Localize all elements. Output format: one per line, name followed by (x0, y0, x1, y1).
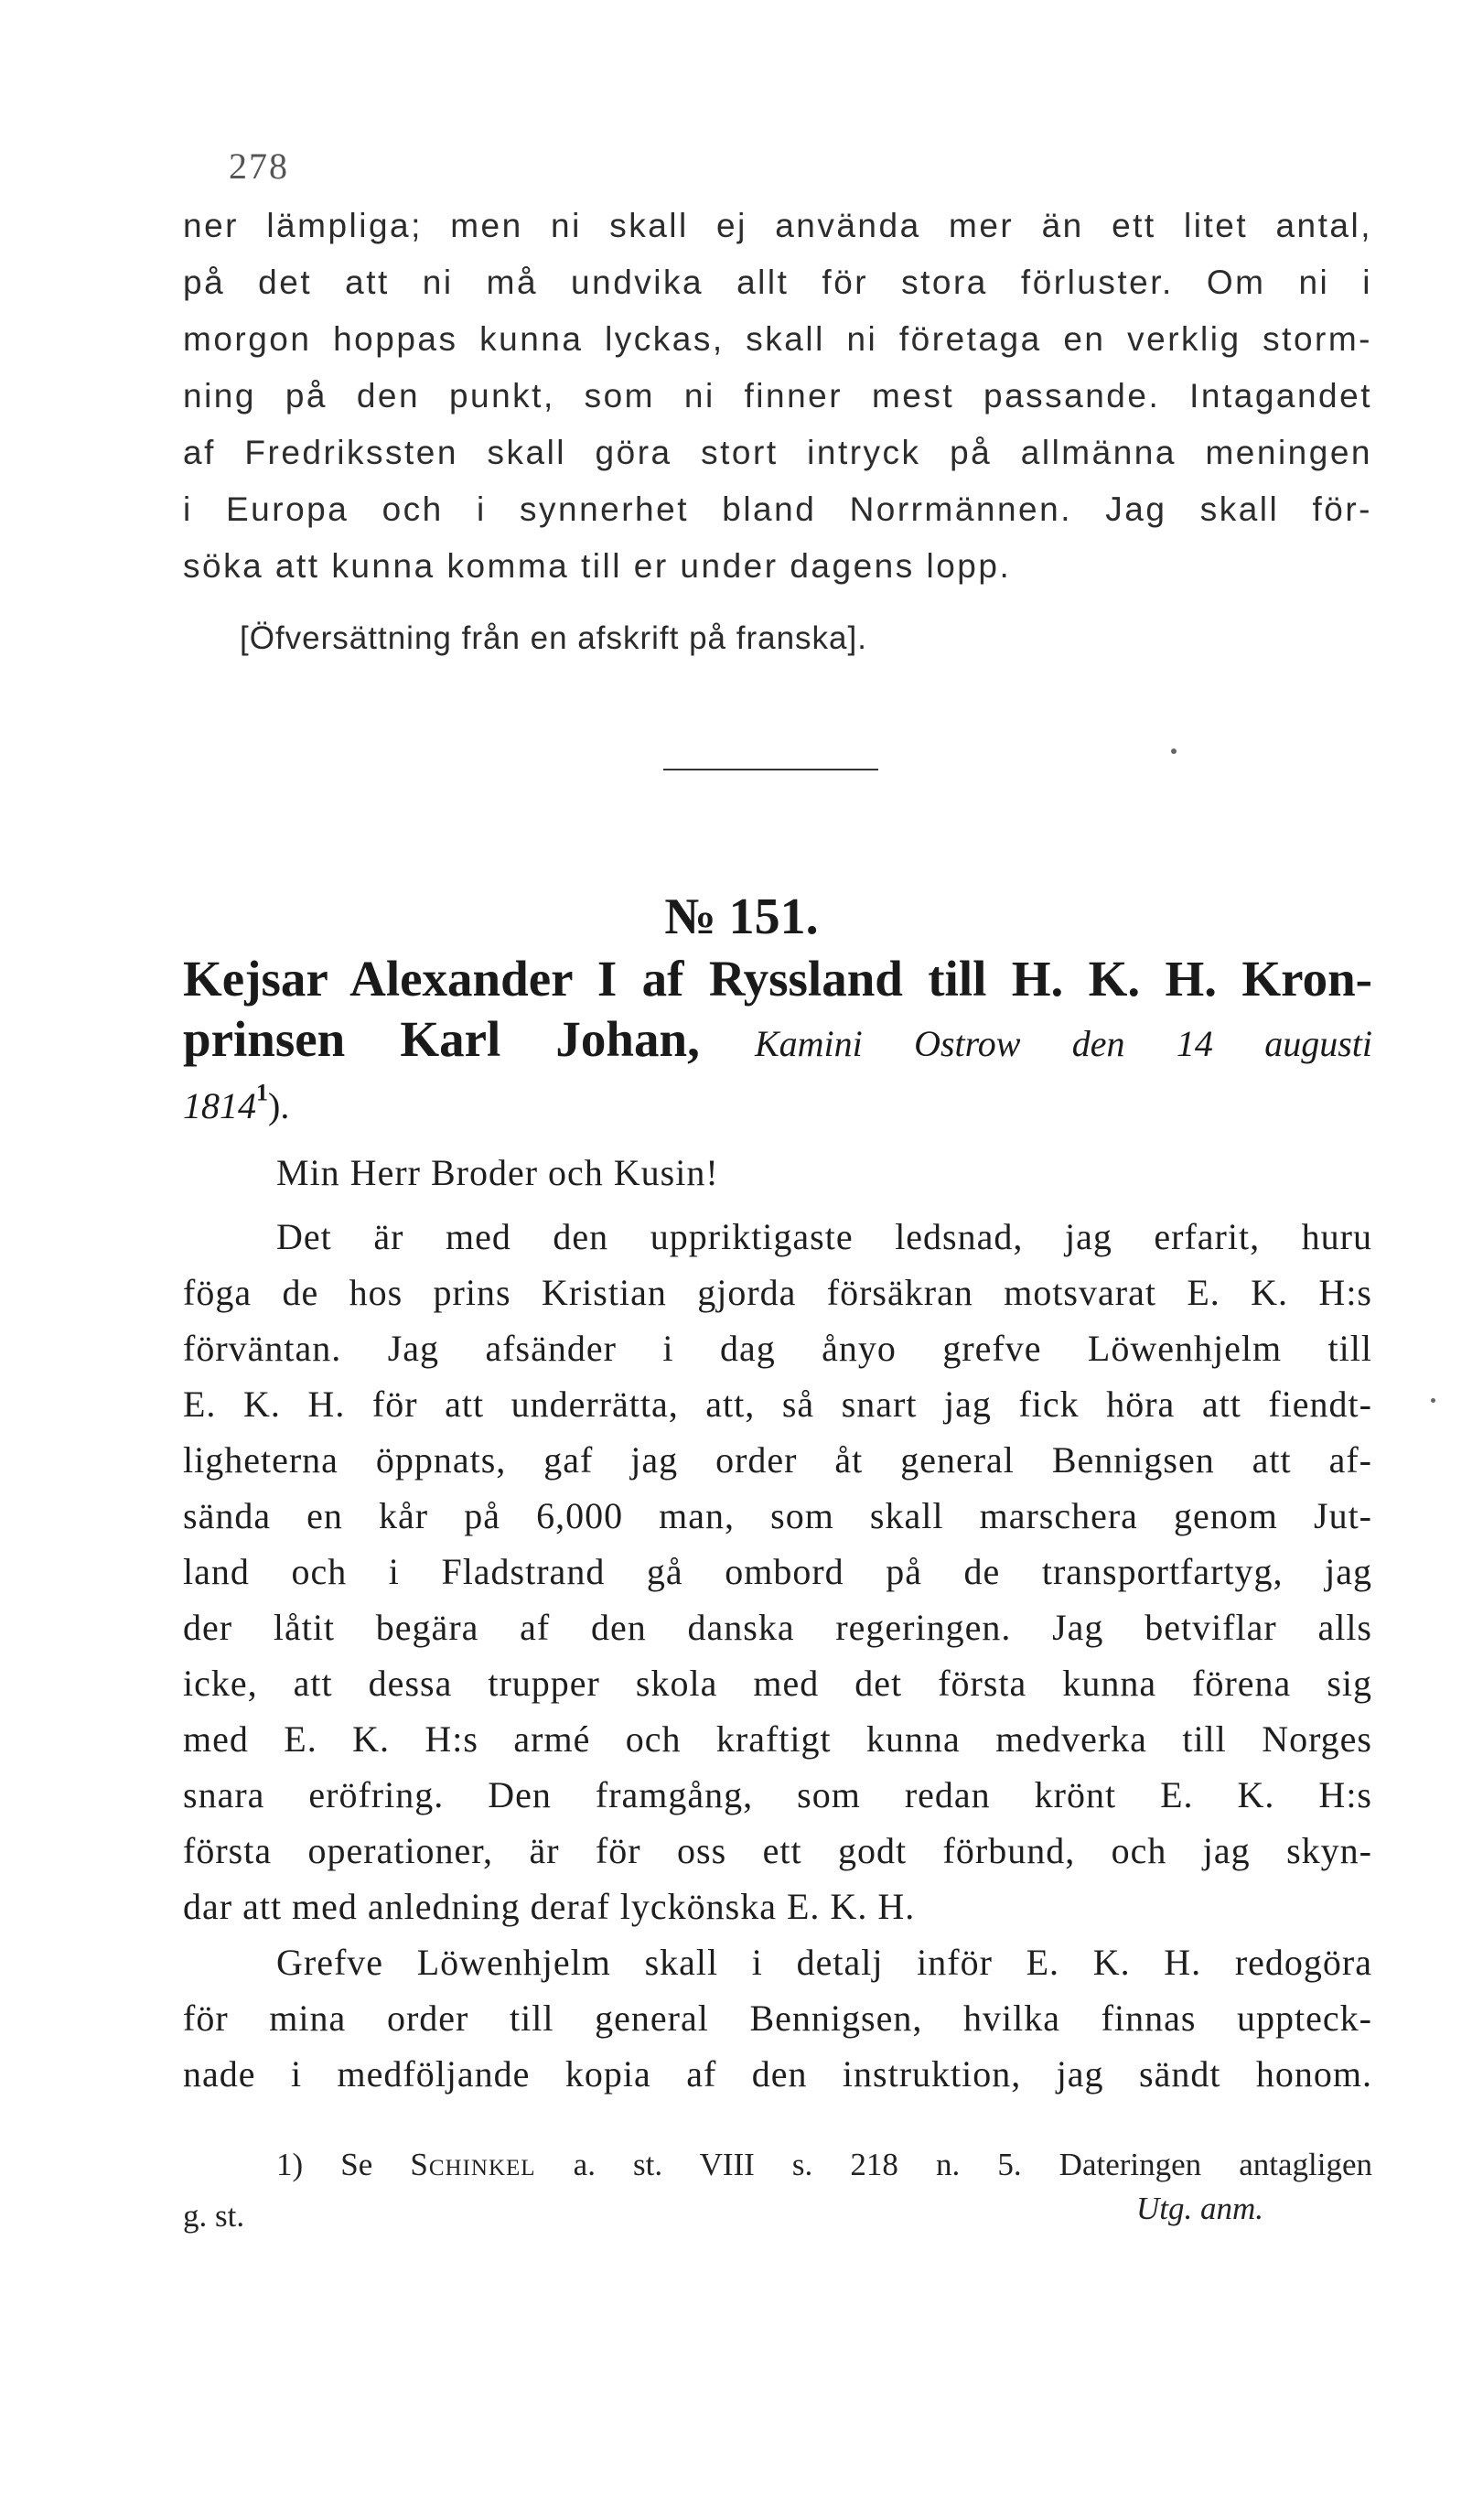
text-line: söka att kunna komma till er under dagens lopp. (183, 547, 1012, 585)
body-paragraph-2 (183, 1944, 1372, 2127)
salutation-text: Min Herr Broder och Kusin! (276, 1152, 719, 1193)
heading-tail: ). (268, 1085, 290, 1126)
text-line: icke, att dessa trupper skola med det första kunna förena sig (183, 1663, 1372, 1704)
text-line: Det är med den uppriktigaste ledsnad, jag erfarit, huru (276, 1216, 1372, 1257)
heading-recipient: prinsen Karl Johan, (183, 1011, 700, 1067)
footnote (183, 2148, 1372, 2258)
text-line: i Europa och i synnerhet bland Norrmännen. Jag skall för- (183, 490, 1372, 528)
heading-place-date: Kamini Ostrow den 14 augusti (754, 1023, 1372, 1064)
letter-heading (183, 953, 1372, 1136)
heading-line-2 (183, 1011, 1372, 1072)
text-line: E. K. H. för att underrätta, att, så snart jag fick höra att fiendt- (183, 1384, 1372, 1425)
footnote-marker: 1) (276, 2147, 304, 2182)
text-line: första operationer, är för oss ett godt förbund, och jag skyn- (183, 1830, 1372, 1871)
top-paragraph (183, 209, 1372, 593)
text-line: nade i medföljande kopia af den instruktion, jag sändt honom. (183, 2053, 1372, 2095)
section-divider (663, 769, 878, 770)
text-line: sända en kår på 6,000 man, som skall marschera genom Jut- (183, 1495, 1372, 1536)
text-line: ner lämpliga; men ni skall ej använda mer än ett litet antal, (183, 207, 1372, 244)
text-line: med E. K. H:s armé och kraftigt kunna medverka till Norges (183, 1718, 1372, 1760)
footnote-text: Se (340, 2147, 373, 2182)
footnote-text: a. st. VIII s. 218 n. 5. Dateringen antagligen (573, 2147, 1373, 2182)
print-speck (1431, 1398, 1435, 1403)
footnote-reference: 1 (256, 1079, 268, 1106)
text-line: föga de hos prins Kristian gjorda försäkran motsvarat E. K. H:s (183, 1272, 1372, 1313)
text-line: af Fredrikssten skall göra stort intryck på allmänna meningen (183, 434, 1372, 471)
text-line: der låtit begära af den danska regeringen. Jag betviflar alls (183, 1607, 1372, 1648)
text-line: ning på den punkt, som ni finner mest passande. Intagandet (183, 377, 1372, 415)
heading-line-3 (183, 1076, 1372, 1135)
footnote-line-1 (276, 2148, 1372, 2181)
body-paragraph-1 (183, 1216, 1372, 1969)
translation-note-text: [Öfversättning från en afskrift på franska]. (240, 620, 867, 656)
text-line: ligheterna öppnats, gaf jag order åt general Bennigsen att af- (183, 1439, 1372, 1481)
page-number: 278 (229, 145, 289, 187)
text-line: morgon hoppas kunna lyckas, skall ni företaga en verklig storm- (183, 320, 1372, 358)
heading-line-1: Kejsar Alexander I af Ryssland till H. K. H. Kron- (183, 951, 1372, 1007)
heading-year: 1814 (183, 1085, 256, 1126)
print-speck (1171, 748, 1177, 754)
editor-note: Utg. anm. (1136, 2191, 1264, 2226)
text-line: Grefve Löwenhjelm skall i detalj inför E. K. H. redogöra (276, 1942, 1372, 1983)
footnote-line-2: g. st. (183, 2198, 245, 2234)
footnote-author: Schinkel (410, 2147, 536, 2182)
document-number: № 151. (664, 888, 819, 945)
text-line: land och i Fladstrand gå ombord på de transportfartyg, jag (183, 1551, 1372, 1592)
text-line: på det att ni må undvika allt för stora förluster. Om ni i (183, 264, 1372, 301)
text-line: förväntan. Jag afsänder i dag ånyo grefve Löwenhjelm till (183, 1328, 1372, 1369)
text-line: för mina order till general Bennigsen, hvilka finnas uppteck- (183, 1998, 1372, 2039)
text-line: snara eröfring. Den framgång, som redan krönt E. K. H:s (183, 1774, 1372, 1815)
text-line: dar att med anledning deraf lyckönska E. K. H. (183, 1886, 916, 1927)
